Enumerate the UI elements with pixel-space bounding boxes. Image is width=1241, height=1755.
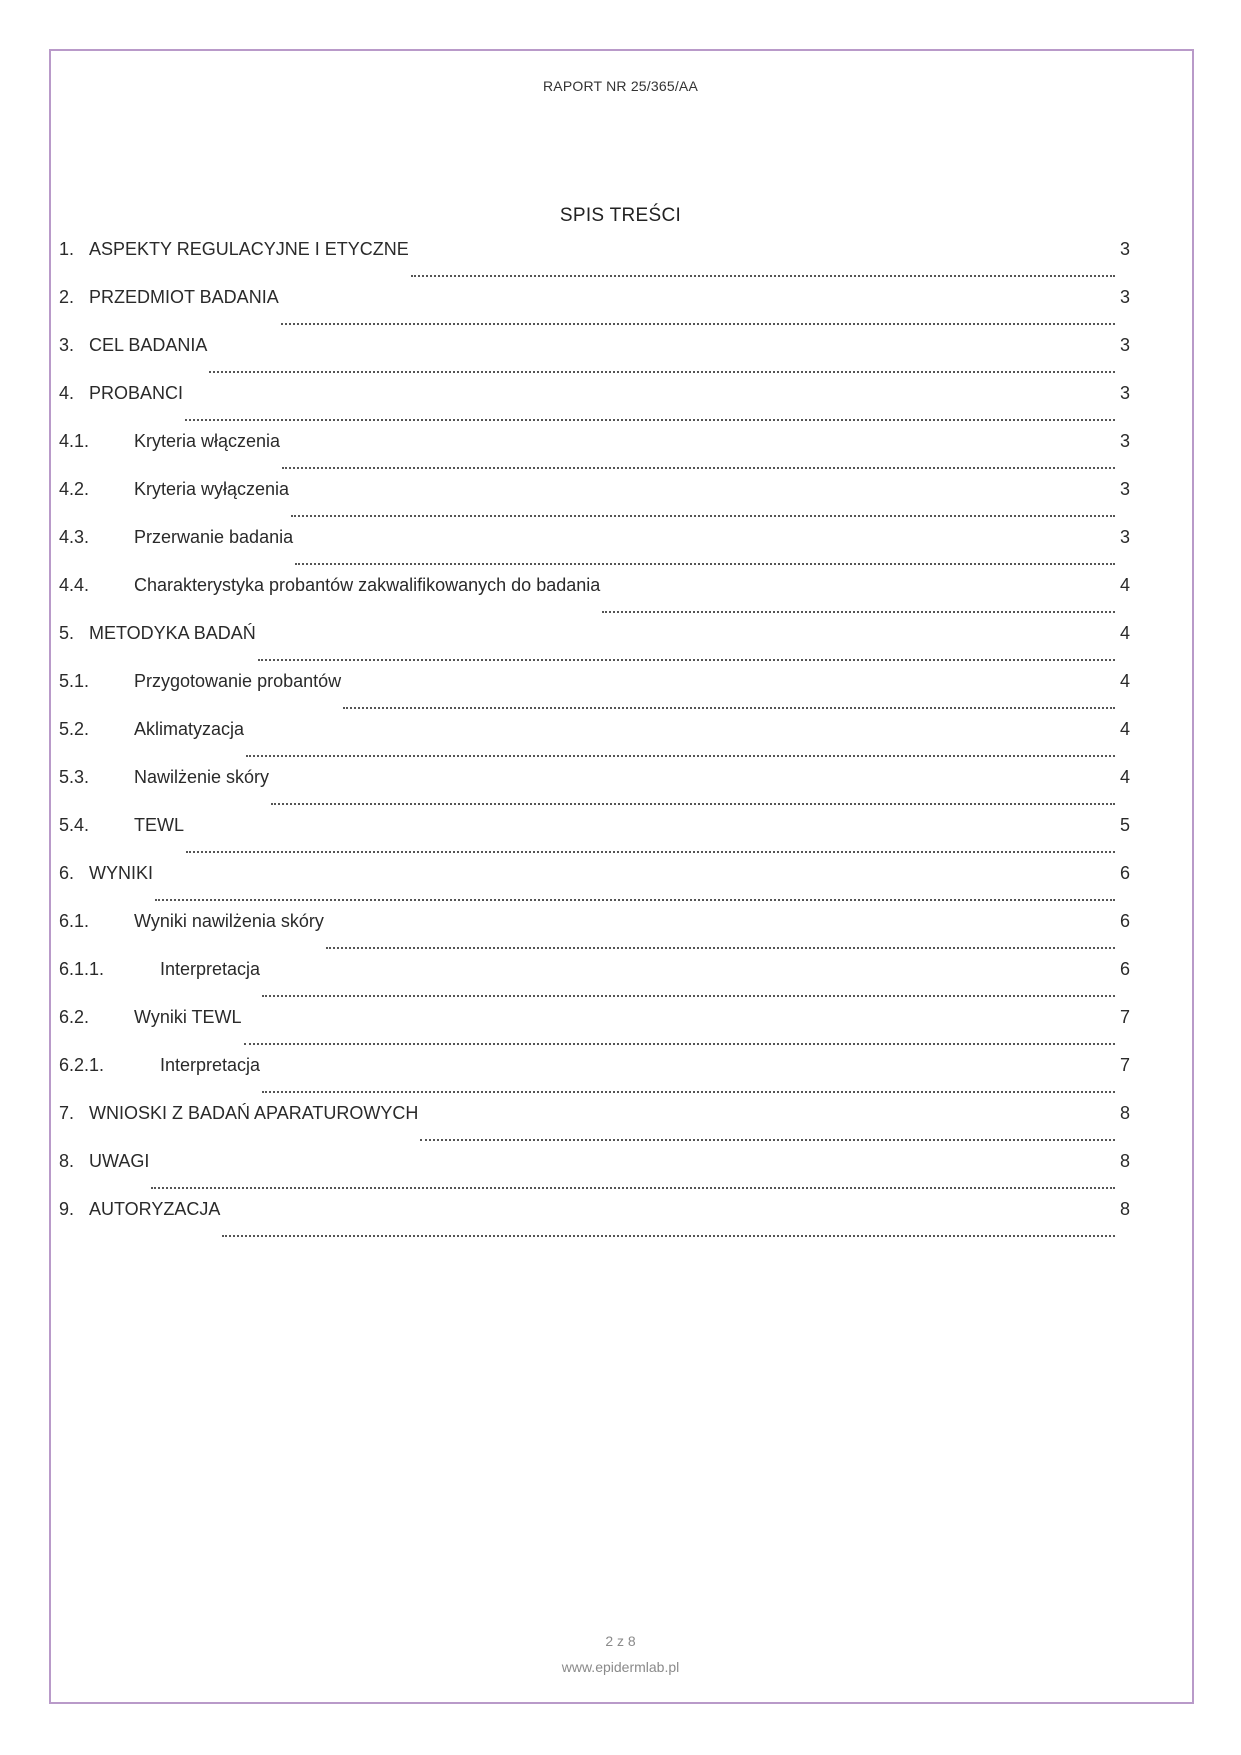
toc-entry[interactable]: [59, 476, 1130, 524]
toc-entry-title: Wyniki nawilżenia skóry: [134, 911, 324, 931]
toc-dot-leader: [222, 1235, 1115, 1237]
toc-entry-page: 3: [1119, 335, 1130, 355]
toc-entry[interactable]: [59, 956, 1130, 1004]
toc-entry-number: 9.: [59, 1199, 75, 1219]
toc-entry-number: 6.2.: [59, 1007, 90, 1027]
toc-entry-number: 6.: [59, 863, 75, 883]
page-indicator: 2 z 8: [605, 1633, 636, 1649]
toc-dot-leader: [282, 467, 1115, 469]
toc-dot-leader: [262, 1091, 1115, 1093]
toc-entry-title: WNIOSKI Z BADAŃ APARATUROWYCH: [89, 1103, 419, 1123]
toc-entry-page: 5: [1119, 815, 1130, 835]
toc-entry-title: PRZEDMIOT BADANIA: [89, 287, 279, 307]
toc-entry-number: 1.: [59, 239, 75, 259]
toc-entry[interactable]: [59, 620, 1130, 668]
toc-dot-leader: [258, 659, 1115, 661]
toc-entry[interactable]: [59, 236, 1130, 284]
toc-entry[interactable]: [59, 332, 1130, 380]
toc-entry-number: 5.2.: [59, 719, 90, 739]
toc-entry-title: CEL BADANIA: [89, 335, 208, 355]
toc-entry[interactable]: [59, 1004, 1130, 1052]
table-of-contents: [59, 236, 1130, 1244]
toc-dot-leader: [186, 851, 1115, 853]
toc-entry[interactable]: [59, 284, 1130, 332]
toc-dot-leader: [262, 995, 1115, 997]
toc-entry[interactable]: [59, 764, 1130, 812]
toc-entry-page: 3: [1119, 239, 1130, 259]
toc-entry[interactable]: [59, 380, 1130, 428]
toc-dot-leader: [271, 803, 1115, 805]
toc-dot-leader: [291, 515, 1115, 517]
toc-entry-page: 8: [1119, 1103, 1130, 1123]
toc-entry[interactable]: [59, 860, 1130, 908]
toc-entry-page: 8: [1119, 1151, 1130, 1171]
toc-entry-number: 5.4.: [59, 815, 90, 835]
toc-entry-page: 3: [1119, 431, 1130, 451]
toc-entry-page: 3: [1119, 383, 1130, 403]
toc-entry-page: 6: [1119, 863, 1130, 883]
toc-entry-title: TEWL: [134, 815, 185, 835]
toc-dot-leader: [411, 275, 1115, 277]
toc-entry-title: Przygotowanie probantów: [134, 671, 342, 691]
toc-entry-title: Kryteria włączenia: [134, 431, 281, 451]
toc-entry-number: 2.: [59, 287, 75, 307]
toc-entry-number: 4.4.: [59, 575, 90, 595]
toc-entry-page: 3: [1119, 527, 1130, 547]
toc-entry-title: Wyniki TEWL: [134, 1007, 242, 1027]
toc-dot-leader: [246, 755, 1115, 757]
toc-dot-leader: [281, 323, 1115, 325]
toc-entry-title: Kryteria wyłączenia: [134, 479, 290, 499]
toc-entry-title: Interpretacja: [160, 1055, 261, 1075]
toc-entry-title: Charakterystyka probantów zakwalifikowanych do badania: [134, 575, 601, 595]
toc-entry-page: 7: [1119, 1007, 1130, 1027]
toc-entry-page: 4: [1119, 575, 1130, 595]
toc-entry-title: METODYKA BADAŃ: [89, 623, 256, 643]
toc-entry[interactable]: [59, 1148, 1130, 1196]
toc-entry-title: Aklimatyzacja: [134, 719, 245, 739]
toc-entry-number: 4.3.: [59, 527, 90, 547]
toc-entry-number: 6.1.: [59, 911, 90, 931]
toc-entry-page: 6: [1119, 911, 1130, 931]
toc-entry-title: Przerwanie badania: [134, 527, 294, 547]
toc-entry-title: ASPEKTY REGULACYJNE I ETYCZNE: [89, 239, 409, 259]
toc-title: SPIS TREŚCI: [559, 205, 682, 226]
toc-entry-number: 4.2.: [59, 479, 90, 499]
toc-dot-leader: [155, 899, 1115, 901]
toc-entry-page: 4: [1119, 671, 1130, 691]
toc-entry[interactable]: [59, 572, 1130, 620]
toc-entry-number: 4.: [59, 383, 75, 403]
toc-entry-title: PROBANCI: [89, 383, 184, 403]
toc-entry-title: WYNIKI: [89, 863, 154, 883]
toc-dot-leader: [295, 563, 1115, 565]
website-link[interactable]: www.epidermlab.pl: [561, 1659, 680, 1675]
toc-entry-number: 6.1.1.: [59, 959, 105, 979]
toc-entry-title: AUTORYZACJA: [89, 1199, 221, 1219]
toc-entry-number: 5.3.: [59, 767, 90, 787]
toc-entry[interactable]: [59, 716, 1130, 764]
toc-entry-number: 6.2.1.: [59, 1055, 105, 1075]
toc-entry-number: 5.: [59, 623, 75, 643]
toc-entry-number: 5.1.: [59, 671, 90, 691]
toc-entry[interactable]: [59, 524, 1130, 572]
toc-entry[interactable]: [59, 668, 1130, 716]
toc-entry-number: 4.1.: [59, 431, 90, 451]
toc-dot-leader: [151, 1187, 1115, 1189]
toc-dot-leader: [209, 371, 1115, 373]
toc-dot-leader: [326, 947, 1115, 949]
toc-dot-leader: [244, 1043, 1115, 1045]
toc-dot-leader: [602, 611, 1115, 613]
toc-entry-number: 3.: [59, 335, 75, 355]
toc-entry[interactable]: [59, 908, 1130, 956]
toc-entry-page: 3: [1119, 479, 1130, 499]
toc-dot-leader: [185, 419, 1115, 421]
toc-entry-page: 4: [1119, 623, 1130, 643]
toc-entry[interactable]: [59, 1100, 1130, 1148]
toc-entry[interactable]: [59, 1196, 1130, 1244]
toc-dot-leader: [420, 1139, 1115, 1141]
toc-entry-page: 4: [1119, 767, 1130, 787]
toc-entry-page: 8: [1119, 1199, 1130, 1219]
toc-entry-number: 8.: [59, 1151, 75, 1171]
toc-entry[interactable]: [59, 812, 1130, 860]
toc-entry-page: 3: [1119, 287, 1130, 307]
report-number-header: RAPORT NR 25/365/AA: [542, 78, 699, 94]
toc-dot-leader: [343, 707, 1115, 709]
toc-entry-title: Nawilżenie skóry: [134, 767, 270, 787]
toc-entry[interactable]: [59, 428, 1130, 476]
toc-entry-title: UWAGI: [89, 1151, 150, 1171]
toc-entry-page: 4: [1119, 719, 1130, 739]
toc-entry-page: 7: [1119, 1055, 1130, 1075]
toc-entry-title: Interpretacja: [160, 959, 261, 979]
toc-entry-page: 6: [1119, 959, 1130, 979]
toc-entry-number: 7.: [59, 1103, 75, 1123]
toc-entry[interactable]: [59, 1052, 1130, 1100]
